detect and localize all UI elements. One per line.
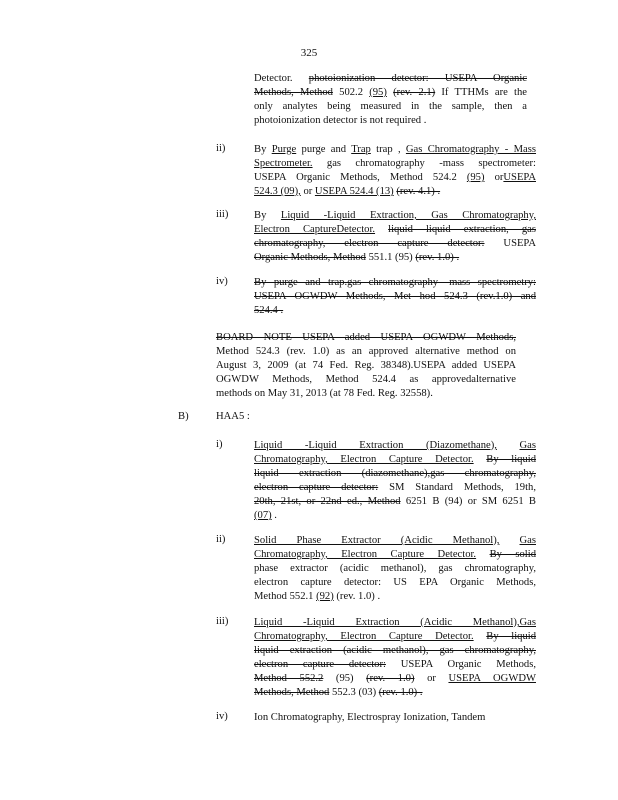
inserted-text: (07) [254, 510, 272, 521]
struck-text: By liquid [486, 631, 536, 642]
board-note [216, 331, 516, 401]
text-run: USEPA [484, 238, 537, 249]
text-line [254, 290, 536, 304]
text-line [254, 616, 536, 630]
struck-text: (rev. 1.0) . [415, 252, 460, 263]
struck-text: (rev. 4.1) . [396, 186, 441, 197]
list-item-paragraph [254, 711, 536, 725]
text-run: gas chromatography -mass spectrometer: [312, 158, 536, 169]
text-line [216, 345, 516, 359]
text-line [254, 276, 536, 290]
struck-text: liquid extraction (diazomethane),gas chromatography, [254, 468, 536, 479]
text-run: Method 524.3 (rev. 1.0) as an approved alternative method on [216, 346, 516, 357]
text-run: By [254, 210, 281, 221]
text-line [254, 453, 536, 467]
text-line [254, 223, 536, 237]
struck-text: 20th, 21st, or 22nd ed., Method [254, 496, 401, 507]
list-item-paragraph [254, 276, 536, 318]
item-marker: ii) [216, 143, 226, 154]
inserted-text: (92) [316, 591, 334, 602]
text-run: 551.1 (95) [365, 252, 416, 263]
item-marker: ii) [216, 534, 226, 545]
text-run: or [484, 172, 504, 183]
inserted-text: Liquid -Liquid Extraction, Gas Chromatography, [280, 210, 536, 221]
text-line [254, 658, 536, 672]
text-line [254, 562, 536, 576]
text-line [254, 237, 536, 251]
list-item-paragraph [254, 616, 536, 700]
text-line [216, 331, 516, 345]
list-item-paragraph [254, 534, 536, 604]
text-run: By [254, 144, 272, 155]
text-line [254, 100, 527, 114]
struck-text: Methods, Method [254, 687, 330, 698]
list-item-paragraph [254, 209, 536, 265]
section-b-title: HAA5 : [216, 411, 250, 422]
inserted-text: Chromatography, Electron Capture Detector. [254, 631, 474, 642]
struck-text: (rev. 2.1) [393, 87, 436, 98]
text-line [254, 251, 536, 265]
struck-text: Method 552.2 [254, 673, 324, 684]
text-line [216, 373, 516, 387]
struck-text: By solid [489, 549, 536, 560]
inserted-text: Trap [351, 144, 371, 155]
inserted-text: Liquid -Liquid Extraction (Acidic Methanol),Gas [254, 617, 536, 628]
text-line [254, 590, 536, 604]
text-run [375, 224, 388, 235]
inserted-text: Chromatography, Electron Capture Detector. [254, 549, 477, 560]
text-line [254, 143, 536, 157]
item-marker: iii) [216, 209, 229, 220]
text-line [254, 157, 536, 171]
text-line [254, 672, 536, 686]
inserted-text: Spectrometer. [254, 158, 313, 169]
item-marker: iv) [216, 276, 228, 287]
text-line [254, 630, 536, 644]
text-line [254, 509, 536, 523]
text-line [254, 467, 536, 481]
text-run: August 3, 2009 (at 74 Fed. Reg. 38348).USEPA added USEPA [216, 360, 516, 371]
struck-text: USEPA OGWDW Methods, Met hod 524.3 (rev.1.0) and [254, 291, 536, 302]
struck-text: electron capture detector: [254, 482, 379, 493]
inserted-text: (95) [466, 172, 485, 183]
struck-text: BOARD NOTE USEPA added USEPA OGWDW Methods, [216, 332, 516, 343]
text-run: USEPA Organic Methods, Method 524.2 [254, 172, 467, 183]
inserted-text: 524.3 (09), [254, 186, 301, 197]
inserted-text: (95) [369, 87, 387, 98]
text-line [254, 86, 527, 100]
struck-text: chromatography, electron capture detector: [254, 238, 485, 249]
list-item-paragraph [254, 439, 536, 523]
text-line [254, 439, 536, 453]
text-run: 552.3 (03) [329, 687, 379, 698]
item-marker: i) [216, 439, 223, 450]
text-run [474, 454, 487, 465]
inserted-text: USEPA 524.4 (13) [314, 186, 394, 197]
text-line [254, 644, 536, 658]
inserted-text: Gas [519, 535, 536, 546]
inserted-text: Chromatography, Electron Capture Detector. [254, 454, 474, 465]
struck-text: (rev. 1.0) [366, 673, 415, 684]
text-run: photoionization detector is not required . [254, 115, 427, 126]
text-line [254, 114, 527, 128]
text-run [474, 631, 487, 642]
text-run: 502.2 [332, 87, 370, 98]
text-run: USEPA Organic Methods, [385, 659, 537, 670]
item-marker: iii) [216, 616, 229, 627]
text-run: (95) [323, 673, 367, 684]
text-run: OGWDW Methods, Method 524.4 as approvedalternative [216, 374, 516, 385]
struck-text: liquid liquid extraction, gas [388, 224, 536, 235]
text-run: only analytes being measured in the sample, then a [254, 101, 527, 112]
text-line [254, 209, 536, 223]
list-item-paragraph [254, 143, 536, 199]
struck-text: 524.4 . [254, 305, 284, 316]
struck-text: photoionization detector: USEPA Organic [308, 73, 527, 84]
text-run [476, 549, 489, 560]
text-run [499, 535, 519, 546]
text-run: purge and [296, 144, 352, 155]
text-run: trap , [370, 144, 406, 155]
text-line [254, 481, 536, 495]
struck-text: (rev. 1.0) . [378, 687, 423, 698]
text-run: methods on May 31, 2013 (at 78 Fed. Reg. 32558). [216, 388, 433, 399]
text-run: phase extractor (acidic methanol), gas chromatography, [254, 563, 536, 574]
text-line [254, 72, 527, 86]
inserted-text: USEPA [503, 172, 536, 183]
struck-text: electron capture detector: [254, 659, 386, 670]
struck-text: Organic Methods, Method [254, 252, 366, 263]
page-number: 325 [300, 47, 318, 59]
text-run [497, 440, 520, 451]
struck-text: liquid extraction (acidic methanol), gas chromatography, [254, 645, 536, 656]
inserted-text: Purge [271, 144, 297, 155]
inserted-text: Solid Phase Extractor (Acidic Methanol), [254, 535, 500, 546]
text-run: or [414, 673, 449, 684]
text-run: or [300, 186, 315, 197]
text-line [254, 495, 536, 509]
inserted-text: USEPA OGWDW [448, 673, 536, 684]
struck-text: By liquid [486, 454, 536, 465]
text-run: . [271, 510, 277, 521]
text-run: If TTHMs are the [435, 87, 527, 98]
text-line [216, 387, 516, 401]
text-run: Detector. [254, 73, 309, 84]
struck-text: By purge and trap.gas chromatography -mass spectrometry: [254, 277, 536, 288]
text-line [216, 359, 516, 373]
inserted-text: Electron CaptureDetector. [254, 224, 376, 235]
text-line [254, 534, 536, 548]
inserted-text: Liquid -Liquid Extraction (Diazomethane), [254, 440, 497, 451]
text-line [254, 686, 536, 700]
text-line [254, 711, 536, 725]
text-run: (rev. 1.0) . [333, 591, 381, 602]
section-b-marker: B) [178, 411, 189, 422]
text-line [254, 185, 536, 199]
text-run: Method 552.1 [254, 591, 317, 602]
inserted-text: Gas Chromatography - Mass [405, 144, 537, 155]
text-line [254, 576, 536, 590]
struck-text: Methods, Method [254, 87, 333, 98]
detector-paragraph [254, 72, 527, 128]
item-marker: iv) [216, 711, 228, 722]
text-line [254, 171, 536, 185]
text-line [254, 304, 536, 318]
text-run: SM Standard Methods, 19th, [378, 482, 536, 493]
text-line [254, 548, 536, 562]
text-run: 6251 B (94) or SM 6251 B [400, 496, 536, 507]
inserted-text: Gas [519, 440, 536, 451]
text-run: Ion Chromatography, Electrospray Ionization, Tandem [254, 712, 486, 723]
text-run: electron capture detector: US EPA Organic Methods, [254, 577, 536, 588]
